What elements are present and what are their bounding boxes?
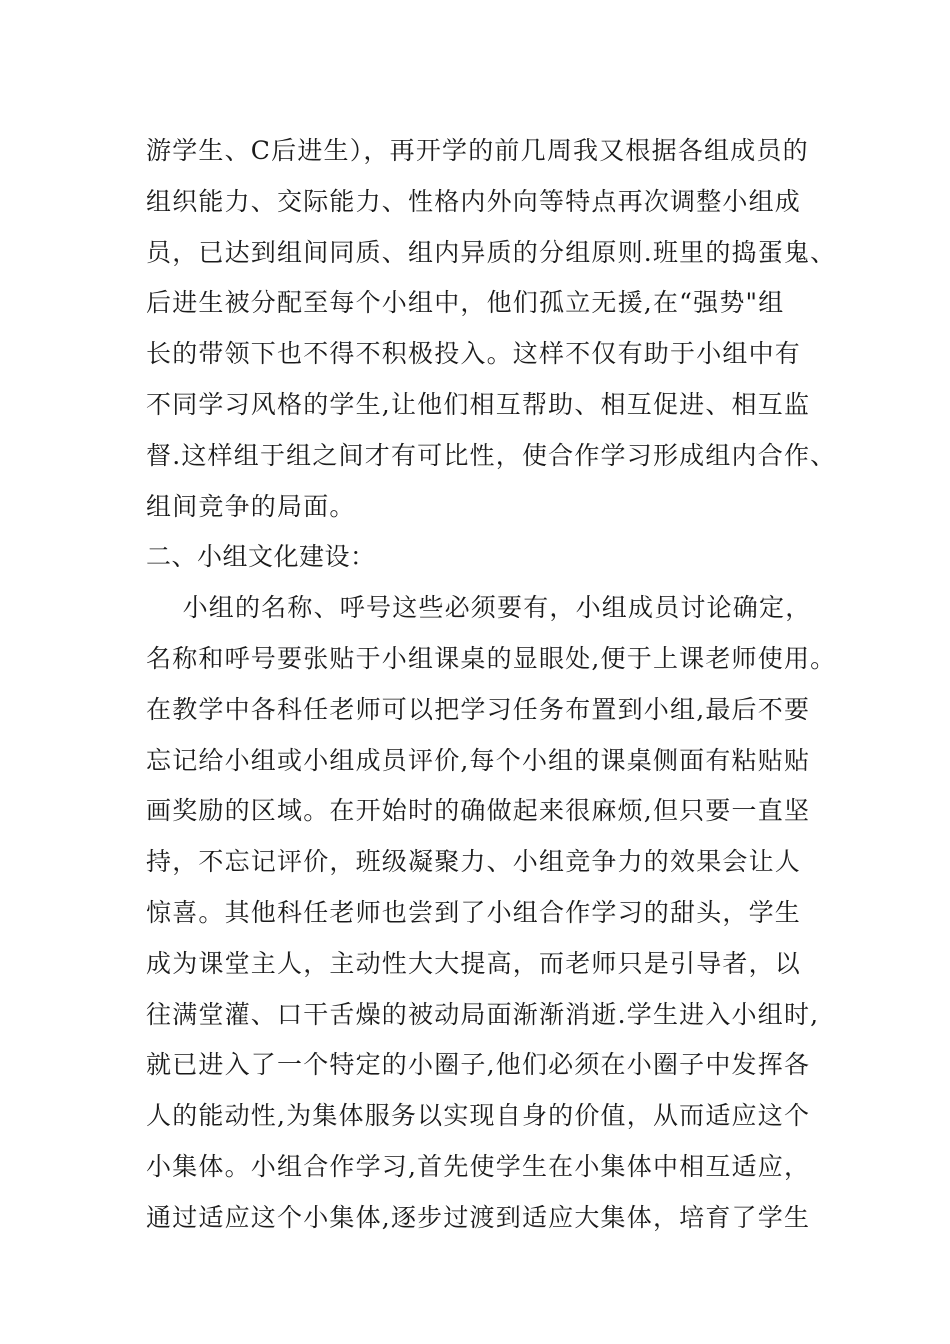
text-line-4: 后进生被分配至每个小组中，他们孤立无援,在“强势"组 <box>146 288 785 318</box>
text-line-11: 名称和呼号要张贴于小组课桌的显眼处,便于上课老师使用。 <box>146 643 837 673</box>
text-line-5: 长的带领下也不得不积极投入。这样不仅有助于小组中有 <box>146 339 802 369</box>
text-line-18: 往满堂灌、口干舌燥的被动局面渐渐消逝.学生进入小组时, <box>146 999 820 1029</box>
text-line-15: 持，不忘记评价，班级凝聚力、小组竞争力的效果会让人 <box>146 847 802 877</box>
body-text <box>146 126 836 1244</box>
text-line-13: 忘记给小组或小组成员评价,每个小组的课桌侧面有粘贴贴 <box>146 745 811 775</box>
text-line-8: 组间竞争的局面。 <box>146 491 356 521</box>
text-line-20: 人的能动性,为集体服务以实现自身的价值，从而适应这个 <box>146 1101 811 1131</box>
text-line-22: 通过适应这个小集体,逐步过渡到适应大集体，培育了学生 <box>146 1202 811 1232</box>
text-line-21: 小集体。小组合作学习,首先使学生在小集体中相互适应， <box>146 1151 811 1181</box>
text-line-16: 惊喜。其他科任老师也尝到了小组合作学习的甜头，学生 <box>146 897 802 927</box>
text-line-14: 画奖励的区域。在开始时的确做起来很麻烦,但只要一直坚 <box>146 796 811 826</box>
text-line-19: 就已进入了一个特定的小圈子,他们必须在小圈子中发挥各 <box>146 1050 811 1080</box>
text-line-1: 游学生、C后进生），再开学的前几周我又根据各组成员的 <box>146 136 809 165</box>
text-line-2: 组织能力、交际能力、性格内外向等特点再次调整小组成 <box>146 186 802 216</box>
text-line-6: 不同学习风格的学生,让他们相互帮助、相互促进、相互监 <box>146 389 811 419</box>
text-line-10: 小组的名称、呼号这些必须要有，小组成员讨论确定， <box>146 593 812 623</box>
text-line-7: 督.这样组于组之间才有可比性，使合作学习形成组内合作、 <box>146 440 837 470</box>
section-heading: 二、小组文化建设： <box>146 542 376 572</box>
text-line-12: 在教学中各科任老师可以把学习任务布置到小组,最后不要 <box>146 694 811 724</box>
text-line-3: 员，已达到组间同质、组内异质的分组原则.班里的捣蛋鬼、 <box>146 237 837 267</box>
text-line-17: 成为课堂主人，主动性大大提高，而老师只是引导者，以 <box>146 948 802 978</box>
